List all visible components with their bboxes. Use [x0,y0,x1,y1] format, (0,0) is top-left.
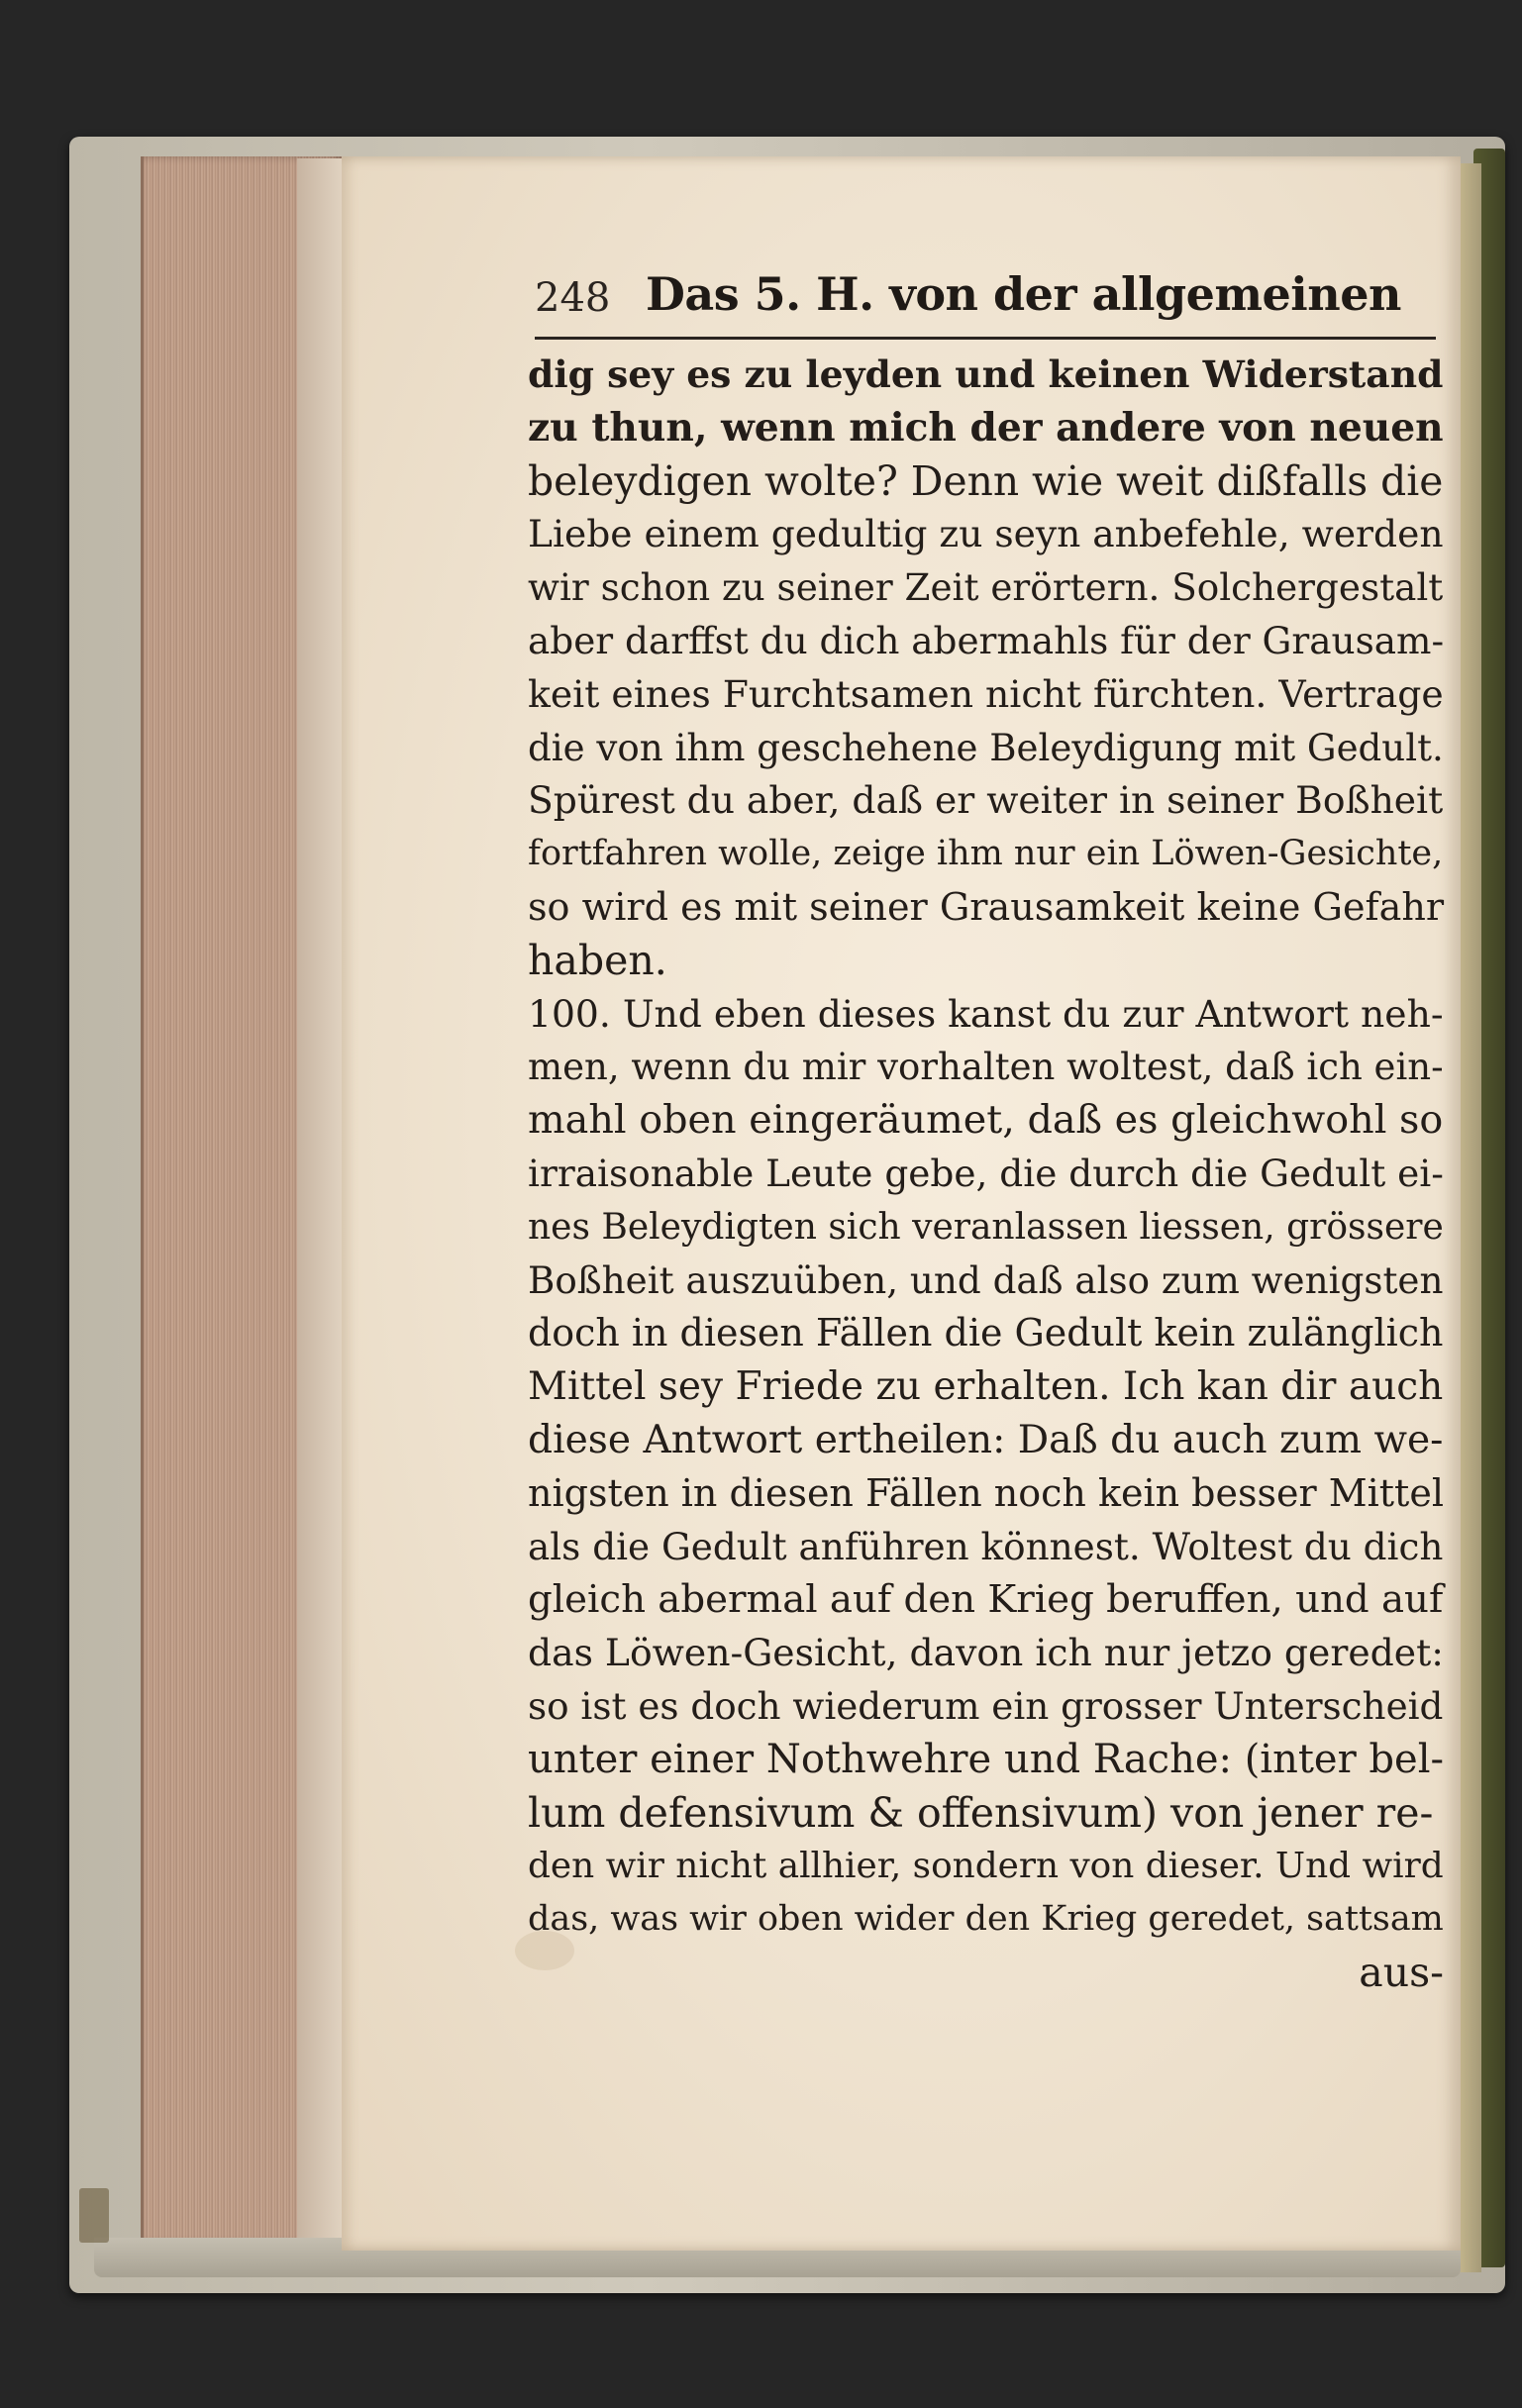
text-line: nes Beleydigten sich veranlassen liessen, grössere [528,1206,1444,1248]
clip [79,2188,109,2243]
header-rule [535,337,1436,340]
text-line: dig sey es zu leyden und keinen Widerstand [528,352,1444,396]
text-line: so wird es mit seiner Grausamkeit keine Gefahr [528,884,1445,929]
page-header [535,265,1436,335]
catchword: aus- [1359,1948,1444,1996]
text-line: lum defensivum & offensivum) von jener re- [528,1788,1434,1837]
text-line: diese Antwort ertheilen: Daß du auch zum we- [528,1417,1444,1462]
running-head: Das 5. H. von der allgemeinen [646,267,1401,321]
text-line: irraisonable Leute gebe, die durch die Gedult ei- [528,1151,1444,1195]
text-line: das, was wir oben wider den Krieg geredet, sattsam [528,1899,1444,1940]
text-line: die von ihm geschehene Beleydigung mit Gedult. [528,726,1444,769]
text-line: 100. Und eben dieses kanst du zur Antwort neh- [528,991,1444,1036]
text-line: Liebe einem gedultig zu seyn anbefehle, werden [528,512,1444,556]
text-line: Boßheit auszuüben, und daß also zum wenigsten [528,1257,1444,1302]
text-line: beleydigen wolte? Denn wie weit dißfalls die [528,456,1444,505]
text-line: zu thun, wenn mich der andere von neuen [528,404,1444,451]
text-line: keit eines Furchtsamen nicht fürchten. Vertrage [528,671,1444,716]
text-line: den wir nicht allhier, sondern von dieser. Und wird [528,1846,1444,1887]
text-line: so ist es doch wiederum ein grosser Unterscheid [528,1683,1444,1728]
text-line: Spürest du aber, daß er weiter in seiner Boßheit [528,778,1444,823]
text-line: Mittel sey Friede zu erhalten. Ich kan dir auch [528,1364,1444,1410]
text-line: das Löwen-Gesicht, davon ich nur jetzo geredet: [528,1631,1444,1675]
text-line: mahl oben eingeräumet, daß es gleichwohl so [528,1097,1444,1144]
text-line: wir schon zu seiner Zeit erörtern. Solchergestalt [528,565,1444,610]
text-line: aber darffst du dich abermahls für der Grausam- [528,618,1445,662]
text-line: unter einer Nothwehre und Rache: (inter bel- [528,1736,1445,1782]
text-line: men, wenn du mir vorhalten woltest, daß ich ein- [528,1046,1444,1089]
text-line: als die Gedult anführen könnest. Woltest du dich [528,1524,1444,1568]
text-line: nigsten in diesen Fällen noch kein besser Mittel [528,1470,1444,1515]
text-line: haben. [528,936,667,984]
text-line: gleich abermal auf den Krieg beruffen, und auf [528,1577,1444,1623]
text-line: fortfahren wolle, zeige ihm nur ein Löwen-Gesichte, [528,834,1444,874]
text-line: doch in diesen Fällen die Gedult kein zulänglich [528,1311,1444,1355]
page-number: 248 [535,275,611,321]
body-text [528,349,1444,2000]
